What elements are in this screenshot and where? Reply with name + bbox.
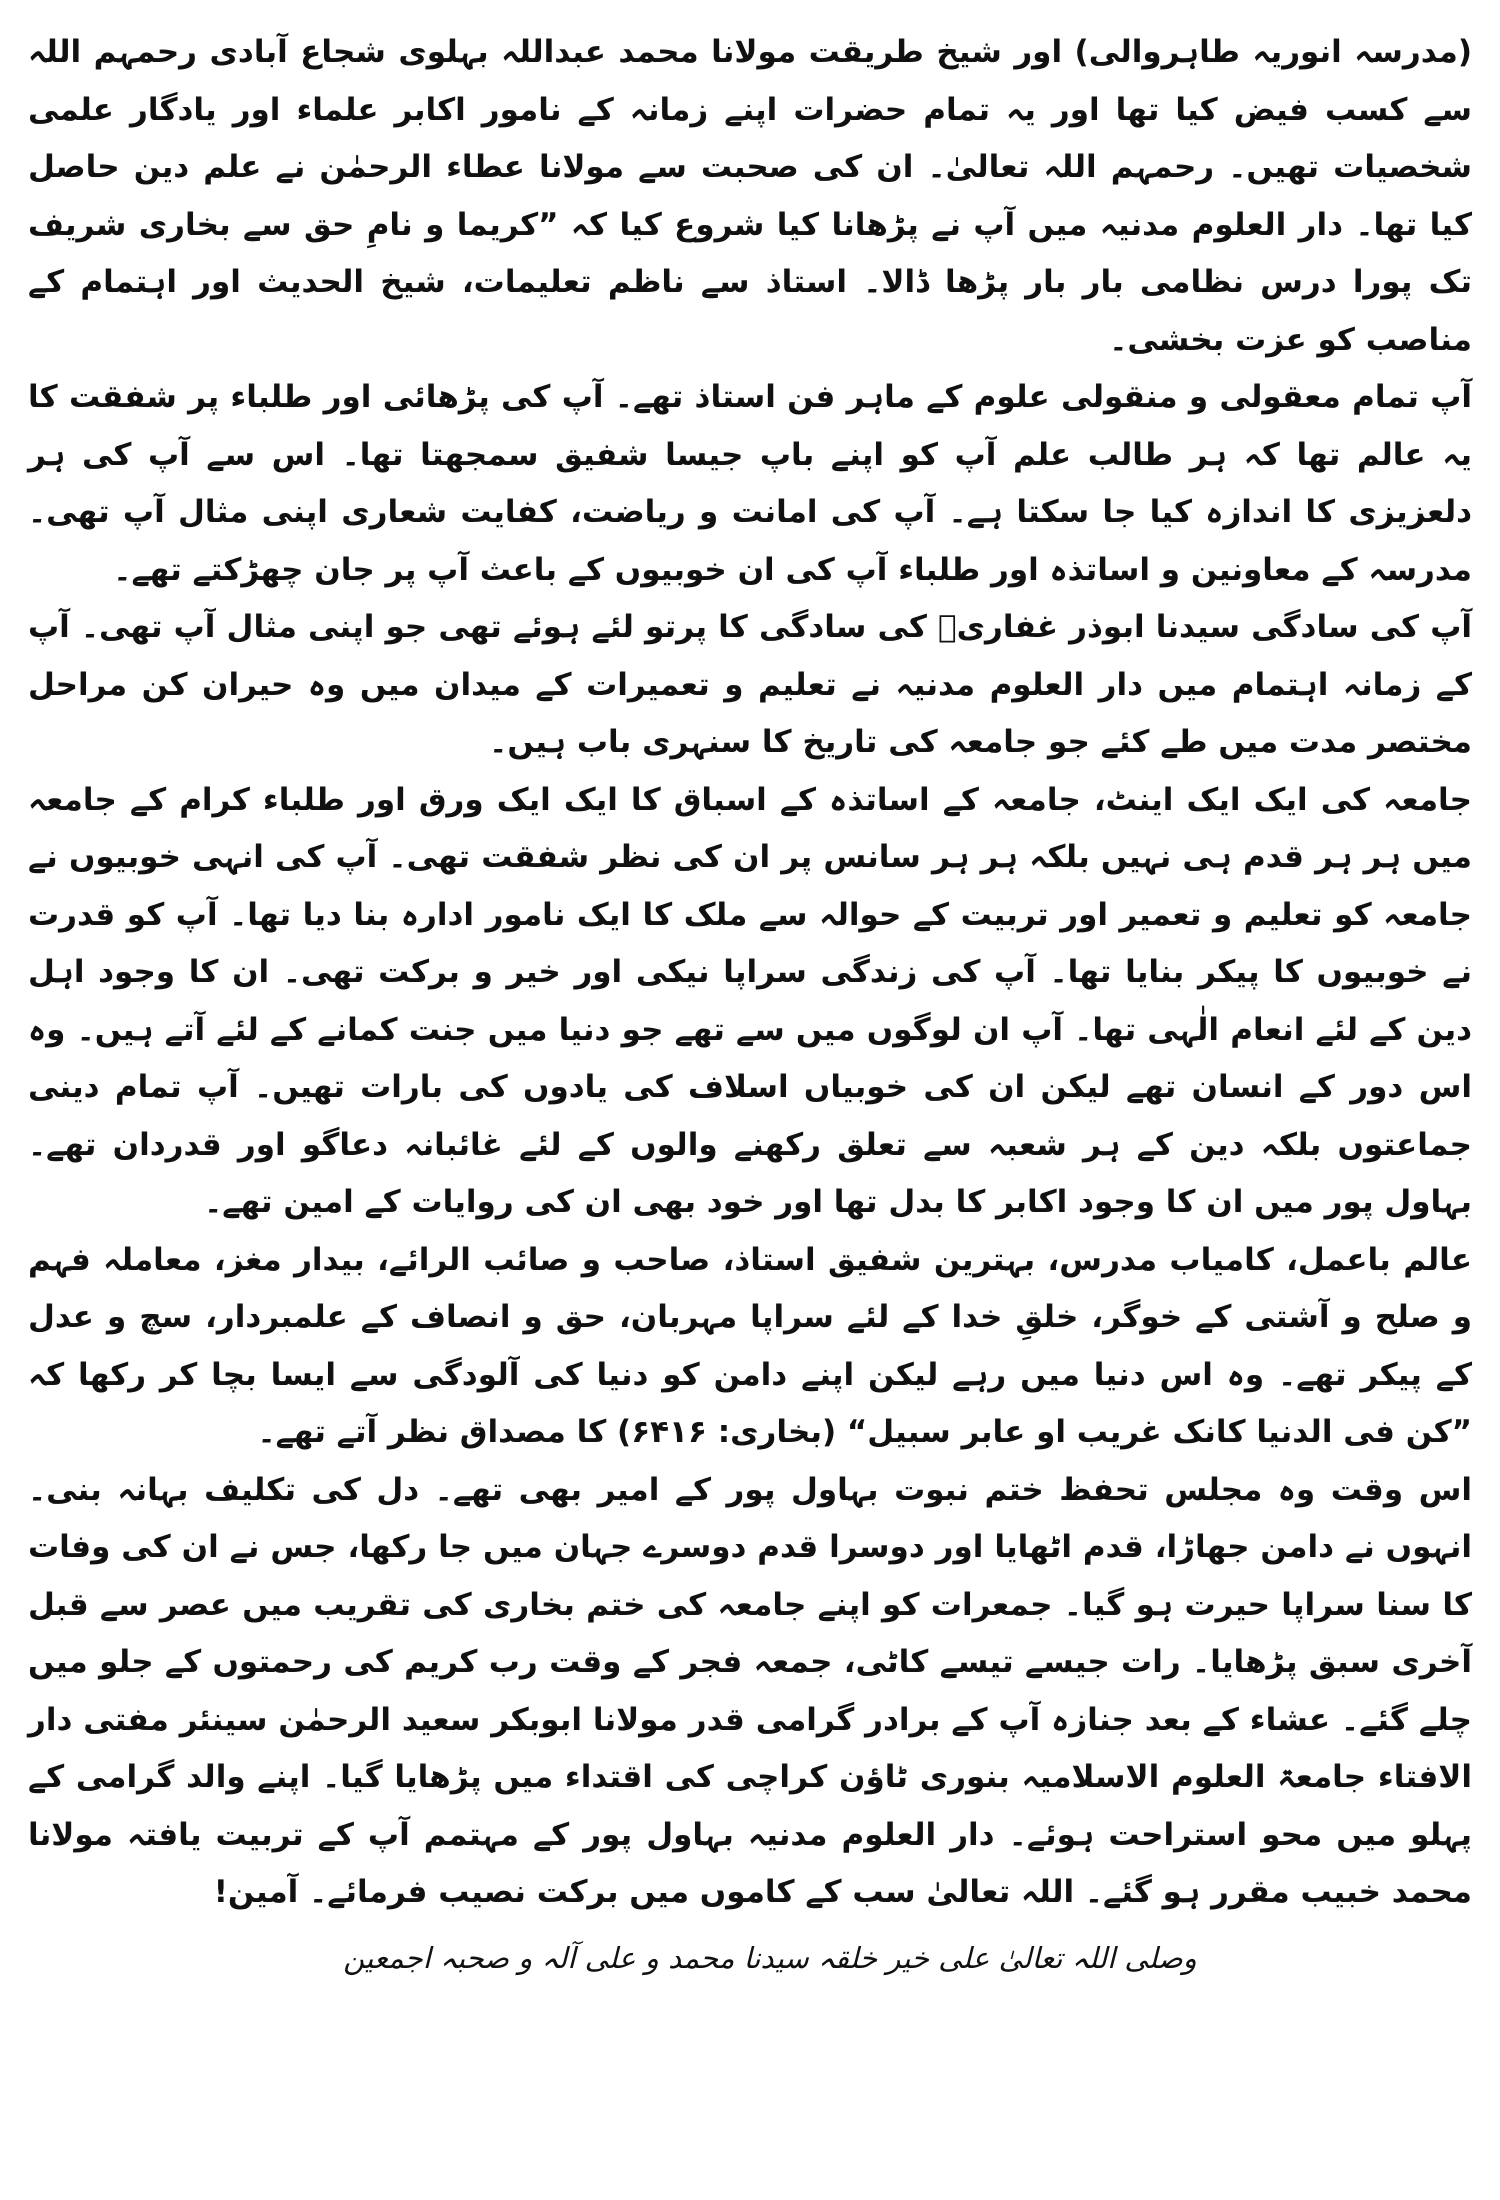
paragraph-death: اس وقت وہ مجلس تحفظ ختم نبوت بہاول پور کے امیر بھی تھے۔ دل کی تکلیف بہانہ بنی۔ انہوں نے دامن جھاڑا، قدم اٹھایا اور دوسرا قدم دوسرے جہان میں جا رکھا، جس نے ان کی وفات کا سنا سراپا حیرت ہو گیا۔ جمعرات کو اپنے جامعہ کی ختم بخاری کی تقریب میں عصر سے قبل آخری سبق پڑھایا۔ رات جیسے تیسے کاٹی، جمعہ فجر کے وقت رب کریم کی رحمتوں کے جلو میں چلے گئے۔ عشاء کے بعد جنازہ آپ کے برادر گرامی قدر مولانا ابوبکر سعید الرحمٰن سینئر مفتی دار الافتاء جامعۃ العلوم الاسلامیہ بنوری ٹاؤن کراچی کی اقتداء میں پڑھایا گیا۔ اپنے والد گرامی کے پہلو میں محو استراحت ہوئے۔ دار العلوم مدنیہ بہاول پور کے مہتمم آپ کے تربیت یافتہ مولانا محمد خبیب مقرر ہو گئے۔ اللہ تعالیٰ سب کے کاموں میں برکت نصیب فرمائے۔ آمین! — [28, 1471, 1472, 1910]
paragraph-jamia: جامعہ کی ایک ایک اینٹ، جامعہ کے اساتذہ کے اسباق کا ایک ایک ورق اور طلباء کرام کے جامعہ میں ہر ہر قدم ہی نہیں بلکہ ہر ہر سانس پر ان کی نظر شفقت تھی۔ آپ کی انہی خوبیوں نے جامعہ کو تعلیم و تعمیر اور تربیت کے حوالہ سے ملک کا ایک نامور ادارہ بنا دیا تھا۔ آپ کو قدرت نے خوبیوں کا پیکر بنایا تھا۔ آپ کی زندگی سراپا نیکی اور خیر و برکت تھی۔ ان کا وجود اہل دین کے لئے انعام الٰہی تھا۔ آپ ان لوگوں میں سے تھے جو دنیا میں جنت کمانے کے لئے آتے ہیں۔ وہ اس دور کے انسان تھے لیکن ان کی خوبیاں اسلاف کی یادوں کی بارات تھیں۔ آپ تمام دینی جماعتوں بلکہ دین کے ہر شعبہ سے تعلق رکھنے والوں کے لئے غائبانہ دعاگو اور قدردان تھے۔ بہاول پور میں ان کا وجود اکابر کا بدل تھا اور خود بھی ان کی روایات کے امین تھے۔ — [28, 781, 1472, 1220]
paragraph-simplicity: آپ کی سادگی سیدنا ابوذر غفاریؓ کی سادگی کا پرتو لئے ہوئے تھی جو اپنی مثال آپ تھی۔ آپ کے زمانہ اہتمام میں دار العلوم مدنیہ نے تعلیم و تعمیرات کے میدان میں وہ حیران کن مراحل مختصر مدت میں طے کئے جو جامعہ کی تاریخ کا سنہری باب ہیں۔ — [28, 609, 1472, 760]
closing-blessing: وصلی اللہ تعالیٰ علی خیر خلقہ سیدنا محمد و علی آلہ و صحبہ اجمعین — [343, 1940, 1197, 1975]
document-page — [28, 24, 1472, 1986]
paragraph-teachers: (مدرسہ انوریہ طاہروالی) اور شیخ طریقت مولانا محمد عبداللہ بہلوی شجاع آبادی رحمہم اللہ سے کسب فیض کیا تھا اور یہ تمام حضرات اپنے زمانہ کے نامور اکابر علماء اور یادگار علمی شخصیات تھیں۔ رحمہم اللہ تعالیٰ۔ ان کی صحبت سے مولانا عطاء الرحمٰن نے علم دین حاصل کیا تھا۔ دار العلوم مدنیہ میں آپ نے پڑھانا کیا شروع کیا کہ ”کریما و نامِ حق سے بخاری شریف تک پورا درس نظامی بار بار پڑھا ڈالا۔ استاذ سے ناظم تعلیمات، شیخ الحدیث اور اہتمام کے مناصب کو عزت بخشی۔ — [28, 34, 1472, 358]
paragraph-character: عالم باعمل، کامیاب مدرس، بہترین شفیق استاذ، صاحب و صائب الرائے، بیدار مغز، معاملہ فہم و صلح و آشتی کے خوگر، خلقِ خدا کے لئے سراپا مہربان، حق و انصاف کے علمبردار، سچ و عدل کے پیکر تھے۔ وہ اس دنیا میں رہے لیکن اپنے دامن کو دنیا کی آلودگی سے ایسا بچا کر رکھا کہ ”کن فی الدنیا کانک غریب او عابر سبیل“ (بخاری: ۶۴۱۶) کا مصداق نظر آتے تھے۔ — [28, 1241, 1472, 1450]
paragraph-qualities: آپ تمام معقولی و منقولی علوم کے ماہر فن استاذ تھے۔ آپ کی پڑھائی اور طلباء پر شفقت کا یہ عالم تھا کہ ہر طالب علم آپ کو اپنے باپ جیسا شفیق سمجھتا تھا۔ اس سے آپ کی ہر دلعزیزی کا اندازہ کیا جا سکتا ہے۔ آپ کی امانت و ریاضت، کفایت شعاری اپنی مثال آپ تھی۔ مدرسہ کے معاونین و اساتذہ اور طلباء آپ کی ان خوبیوں کے باعث آپ پر جان چھڑکتے تھے۔ — [28, 379, 1472, 588]
